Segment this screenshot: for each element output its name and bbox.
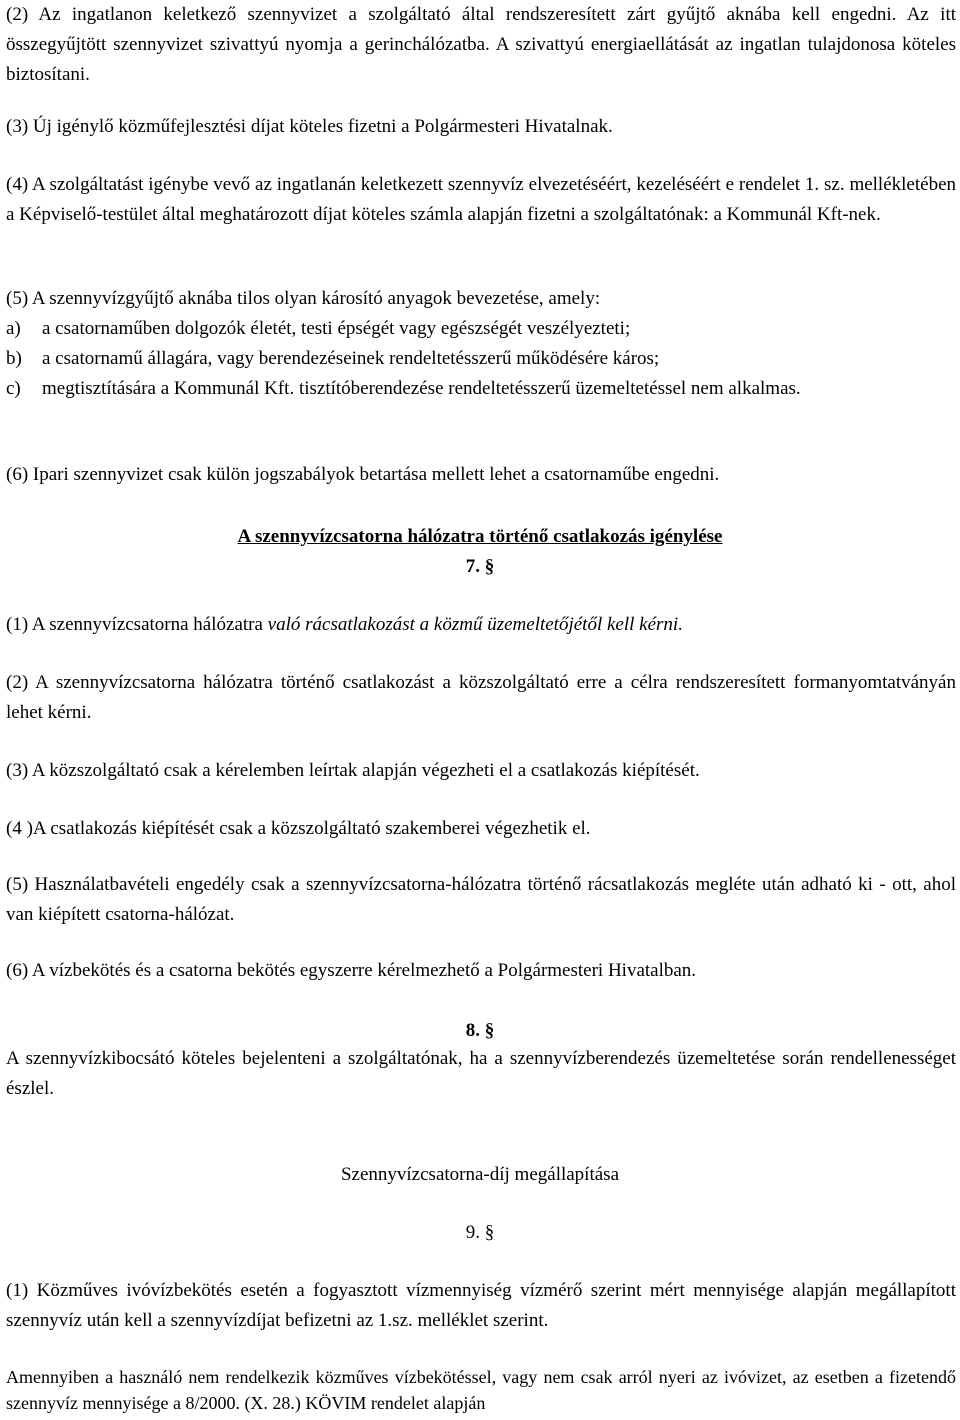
section-7-paragraph-3: (3) A közszolgáltató csak a kérelemben leírtak alapján végezheti el a csatlakozás kiépítését. bbox=[6, 760, 700, 781]
section-7-paragraph-5: (5) Használatbavételi engedély csak a szennyvízcsatorna-hálózatra történő rácsatlakozás megléte után adható ki - ott, ahol van kiépített csatorna-hálózat. bbox=[6, 874, 956, 925]
section-9-heading: Szennyvízcsatorna-díj megállapítása bbox=[340, 1164, 620, 1185]
section-number: 7. bbox=[465, 556, 480, 577]
section-7-paragraph-6: (6) A vízbekötés és a csatorna bekötés egyszerre kérelmezhető a Polgármesteri Hivatalban. bbox=[6, 960, 697, 981]
section-9-paragraph-2: Amennyiben a használó nem rendelkezik közműves vízbekötéssel, vagy nem csak arról nyeri az ivóvizet, az esetben a fizetendő szennyvíz mennyisége a 8/2000. (X. 28.) KÖVIM rendelet alapján bbox=[6, 1367, 956, 1413]
section-number: 8. bbox=[465, 1020, 480, 1041]
list-item bbox=[6, 374, 956, 404]
section-9-number bbox=[0, 1218, 960, 1248]
paragraph-3-utility-fee: (3) Új igénylő közműfejlesztési díjat köteles fizetni a Polgármesteri Hivatalnak. bbox=[6, 116, 613, 137]
paragraph-6-industrial: (6) Ipari szennyvizet csak külön jogszabályok betartása mellett lehet a csatornaműbe engedni. bbox=[6, 464, 720, 485]
section-number: 9. bbox=[465, 1222, 480, 1243]
paragraph-5-intro: (5) A szennyvízgyűjtő aknába tilos olyan károsító anyagok bevezetése, amely: bbox=[6, 288, 601, 309]
section-7-heading: A szennyvízcsatorna hálózatra történő csatlakozás igénylése bbox=[237, 526, 723, 547]
paragraph-italic-text: való rácsatlakozást a közmű üzemeltetőjétől kell kérni. bbox=[267, 614, 683, 635]
section-7-paragraph-1 bbox=[6, 610, 956, 640]
list-item-marker: a) bbox=[6, 318, 21, 339]
paragraph-5-list bbox=[6, 314, 956, 404]
section-8-paragraph: A szennyvízkibocsátó köteles bejelenteni a szolgáltatónak, ha a szennyvízberendezés üzemeltetése során rendellenességet észlel. bbox=[6, 1048, 956, 1099]
list-item bbox=[6, 344, 956, 374]
paragraph-4-service-fee: (4) A szolgáltatást igénybe vevő az ingatlanán keletkezett szennyvíz elvezetéséért, kezeléséért e rendelet 1. sz. mellékletében a Képviselő-testület által meghatározott díjat köteles számla alapján fizetni a szolgáltatónak: a Kommunál Kft-nek. bbox=[6, 174, 956, 225]
section-sign: § bbox=[484, 1222, 495, 1243]
paragraph-2-wastewater-tank: (2) Az ingatlanon keletkező szennyvizet a szolgáltató által rendszeresített zárt gyűjtő aknába kell engedni. Az itt összegyűjtött szennyvizet szivattyú nyomja a gerinchálózatba. A szivattyú energiaellátását az ingatlan tulajdonosa köteles biztosítani. bbox=[6, 4, 956, 85]
section-sign: § bbox=[484, 1020, 495, 1041]
paragraph-plain-text: (1) A szennyvízcsatorna hálózatra bbox=[6, 614, 268, 635]
section-sign: § bbox=[484, 556, 495, 577]
list-item-text: megtisztítására a Kommunál Kft. tisztítóberendezése rendeltetésszerű üzemeltetéssel nem alkalmas. bbox=[42, 378, 801, 399]
section-8-number bbox=[0, 1016, 960, 1046]
section-7-paragraph-2: (2) A szennyvízcsatorna hálózatra történő csatlakozást a közszolgáltató erre a célra rendszeresített formanyomtatványán lehet kérni. bbox=[6, 672, 956, 723]
list-item-marker: b) bbox=[6, 348, 22, 369]
list-item-marker: c) bbox=[6, 378, 21, 399]
list-item-text: a csatornaműben dolgozók életét, testi épségét vagy egészségét veszélyezteti; bbox=[42, 318, 631, 339]
list-item-text: a csatornamű állagára, vagy berendezéseinek rendeltetésszerű működésére káros; bbox=[42, 348, 660, 369]
section-7-paragraph-4: (4 )A csatlakozás kiépítését csak a közszolgáltató szakemberei végezhetik el. bbox=[6, 818, 591, 839]
section-7-number bbox=[0, 552, 960, 582]
list-item bbox=[6, 314, 956, 344]
section-9-paragraph-1: (1) Közműves ivóvízbekötés esetén a fogyasztott vízmennyiség vízmérő szerint mért mennyisége alapján megállapított szennyvíz után kell a szennyvízdíjat befizetni az 1.sz. melléklet szerint. bbox=[6, 1280, 956, 1331]
